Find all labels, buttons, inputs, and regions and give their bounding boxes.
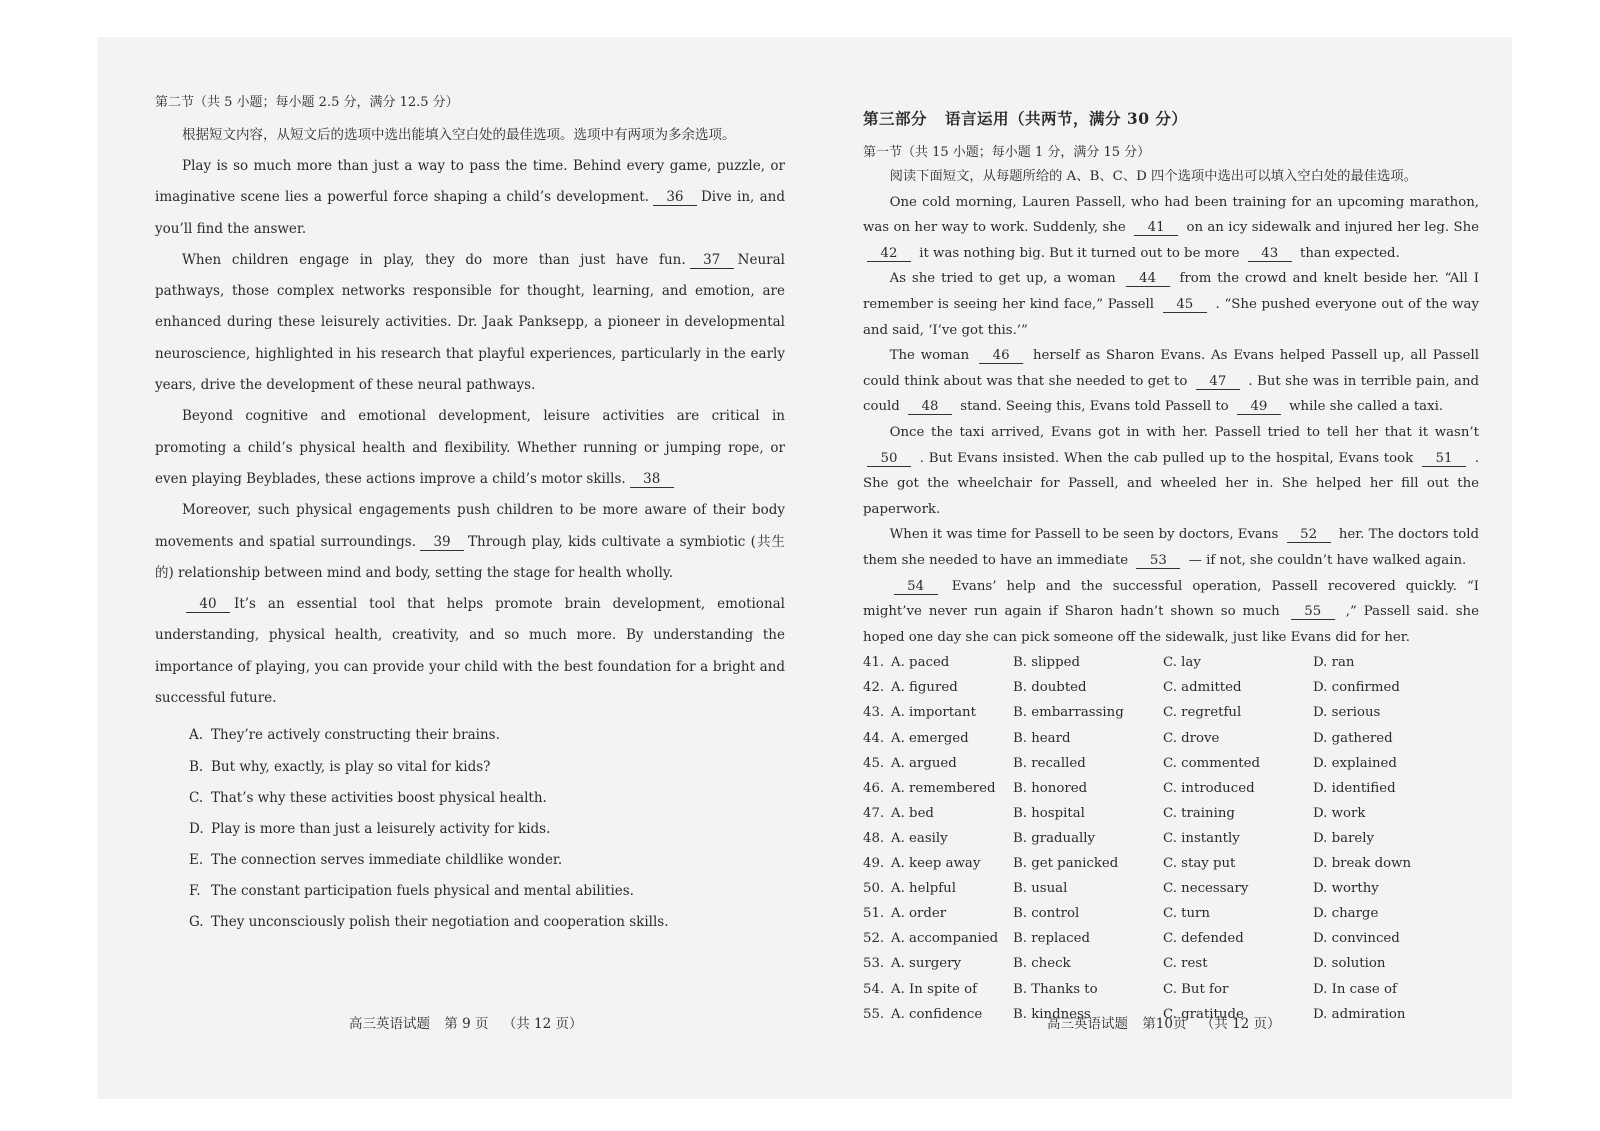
choice-b: B. doubted xyxy=(1013,680,1087,696)
question-number: 44. xyxy=(863,730,885,746)
blank-42: 42 xyxy=(867,246,911,262)
option-letter: A. xyxy=(189,727,204,744)
option-letter: E. xyxy=(189,852,204,869)
passage xyxy=(863,190,1479,651)
choice-b: B. heard xyxy=(1013,730,1071,746)
cloze-section xyxy=(863,107,1479,1027)
choice-b: B. gradually xyxy=(1013,830,1096,846)
blank-53: 53 xyxy=(1136,553,1180,569)
paragraph xyxy=(155,151,785,245)
paragraph xyxy=(155,245,785,401)
question-row xyxy=(863,851,1479,876)
blank-40: 40 xyxy=(186,597,230,613)
choice-b: B. recalled xyxy=(1013,755,1086,771)
question-number: 51. xyxy=(863,906,885,922)
blank-48: 48 xyxy=(908,399,952,415)
blank-43: 43 xyxy=(1248,246,1292,262)
option-item xyxy=(189,814,785,845)
reading-section xyxy=(155,91,785,939)
choice-c: C. training xyxy=(1163,805,1235,821)
choice-d: D. admiration xyxy=(1313,1006,1406,1022)
choice-b: B. replaced xyxy=(1013,931,1090,947)
choice-c: C. drove xyxy=(1163,730,1220,746)
choice-c: C. regretful xyxy=(1163,705,1242,721)
choice-a: A. argued xyxy=(891,755,957,771)
section-title: 第二节（共 5 小题；每小题 2.5 分，满分 12.5 分） xyxy=(155,95,459,110)
question-row xyxy=(863,751,1479,776)
choice-d: D. work xyxy=(1313,805,1366,821)
choice-c: C. introduced xyxy=(1163,780,1255,796)
paragraph-text: Neural pathways, those complex networks responsible for thought, learning, and emotion, are enhanced during these leisurely activities. Dr. Jaak Panksepp, a pioneer in developmental neuroscience, highlighted in his research that playful experiences, particularly in the early years, drive the development of these neural pathways. xyxy=(155,251,785,394)
question-number: 42. xyxy=(863,680,885,696)
paragraph-text: Through play, kids cultivate a symbiotic (共生的) relationship between mind and body, setting the stage for health wholly. xyxy=(155,533,785,581)
paragraph-text: stand. Seeing this, Evans told Passell to xyxy=(960,399,1229,415)
paragraph-text: . But Evans insisted. When the cab pulled up to the hospital, Evans took xyxy=(919,450,1414,466)
choice-c: C. rest xyxy=(1163,956,1208,972)
choice-a: A. In spite of xyxy=(891,981,978,997)
blank-47: 47 xyxy=(1196,374,1240,390)
question-number: 53. xyxy=(863,956,885,972)
part-title-name: 语言运用（共两节，满分 30 分） xyxy=(945,109,1188,128)
choice-b: B. embarrassing xyxy=(1013,705,1124,721)
option-item xyxy=(189,876,785,907)
paragraph xyxy=(155,401,785,495)
choice-a: A. bed xyxy=(891,805,934,821)
choice-b: B. slipped xyxy=(1013,655,1080,671)
paragraph-text: . “She pushed everyone out of the way and said, ‘I’ve got this.’” xyxy=(863,296,1479,338)
choice-c: C. commented xyxy=(1163,755,1260,771)
choice-d: D. break down xyxy=(1313,856,1412,872)
paragraph xyxy=(863,190,1479,267)
paragraph-text: — if not, she couldn’t have walked again. xyxy=(1188,552,1467,568)
choice-d: D. convinced xyxy=(1313,931,1400,947)
section-instruction: 阅读下面短文，从每题所给的 A、B、C、D 四个选项中选出可以填入空白处的最佳选项。 xyxy=(889,169,1417,184)
choice-d: D. In case of xyxy=(1313,981,1397,997)
question-number: 54. xyxy=(863,981,885,997)
paragraph-text: The woman xyxy=(889,348,970,364)
question-number: 48. xyxy=(863,830,885,846)
question-row xyxy=(863,726,1479,751)
choice-a: A. figured xyxy=(891,680,958,696)
paragraph-text: on an icy sidewalk and injured her leg. She xyxy=(1186,220,1480,236)
paragraph xyxy=(863,574,1479,651)
paragraph xyxy=(863,343,1479,420)
option-letter: B. xyxy=(189,758,204,775)
option-item xyxy=(189,783,785,814)
footer-total: （共 12 页） xyxy=(1200,1016,1281,1032)
choice-a: A. helpful xyxy=(891,881,956,897)
choice-c: C. defended xyxy=(1163,931,1244,947)
option-text: The connection serves immediate childlike wonder. xyxy=(211,852,563,869)
question-choices xyxy=(863,650,1479,1026)
choice-a: A. order xyxy=(891,906,947,922)
choice-a: A. emerged xyxy=(891,730,969,746)
question-number: 52. xyxy=(863,931,885,947)
page-footer xyxy=(1047,1012,1291,1032)
choice-d: D. worthy xyxy=(1313,881,1379,897)
footer-page: 第10页 xyxy=(1142,1016,1187,1032)
choice-d: D. identified xyxy=(1313,780,1396,796)
paragraph xyxy=(155,495,785,589)
choice-a: A. paced xyxy=(891,655,950,671)
choice-b: B. get panicked xyxy=(1013,856,1119,872)
paragraph-text: As she tried to get up, a woman xyxy=(889,271,1116,287)
page-footer xyxy=(349,1012,593,1032)
question-number: 49. xyxy=(863,856,885,872)
choice-c: C. lay xyxy=(1163,655,1201,671)
footer-title: 高三英语试题 xyxy=(349,1016,430,1032)
paragraph-text: herself as Sharon Evans. As Evans helped Passell up, all Passell could think about was that she needed to get to xyxy=(863,348,1479,389)
paragraph-text: her. The doctors told them she needed to have an immediate xyxy=(863,527,1479,568)
question-row xyxy=(863,826,1479,851)
page-10 xyxy=(803,37,1512,1099)
option-text: But why, exactly, is play so vital for kids? xyxy=(211,758,491,775)
option-letter: D. xyxy=(189,820,204,837)
question-row xyxy=(863,776,1479,801)
footer-page: 第 9 页 xyxy=(444,1016,489,1032)
choice-b: B. Thanks to xyxy=(1013,981,1098,997)
blank-39: 39 xyxy=(420,535,464,551)
paragraph xyxy=(863,266,1479,343)
question-row xyxy=(863,951,1479,976)
choice-d: D. confirmed xyxy=(1313,680,1400,696)
choice-a: A. remembered xyxy=(891,780,996,796)
option-text: The constant participation fuels physical and mental abilities. xyxy=(211,883,634,900)
choice-a: A. surgery xyxy=(891,956,962,972)
choice-b: B. honored xyxy=(1013,780,1088,796)
paragraph-text: from the crowd and knelt beside her. “All I remember is seeing her kind face,” Passell xyxy=(863,271,1479,312)
choice-a: A. confidence xyxy=(891,1006,983,1022)
option-letter: G. xyxy=(189,914,204,931)
question-number: 50. xyxy=(863,881,885,897)
paragraph-text: When children engage in play, they do more than just have fun. xyxy=(182,251,686,268)
paragraph xyxy=(863,420,1479,522)
blank-51: 51 xyxy=(1422,451,1466,467)
options-list xyxy=(189,720,785,938)
option-text: They’re actively constructing their brains. xyxy=(211,727,500,744)
paragraph xyxy=(155,589,785,714)
question-row xyxy=(863,700,1479,725)
paragraph-text: Once the taxi arrived, Evans got in with her. Passell tried to tell her that it wasn’t xyxy=(889,424,1479,440)
blank-45: 45 xyxy=(1163,297,1207,313)
choice-c: C. turn xyxy=(1163,906,1210,922)
blank-41: 41 xyxy=(1134,220,1178,236)
paragraph-text: while she called a taxi. xyxy=(1289,399,1444,415)
choice-d: D. ran xyxy=(1313,655,1355,671)
question-row xyxy=(863,926,1479,951)
option-text: They unconsciously polish their negotiation and cooperation skills. xyxy=(211,914,669,931)
question-number: 55. xyxy=(863,1006,885,1022)
choice-c: C. necessary xyxy=(1163,881,1249,897)
question-number: 41. xyxy=(863,655,885,671)
paragraph-text: It’s an essential tool that helps promote brain development, emotional understanding, physical health, creativity, and so much more. By understanding the importance of playing, you can provide your child with the best foundation for a bright and successful future. xyxy=(155,596,785,707)
exam-sheet xyxy=(97,37,1512,1099)
question-row xyxy=(863,901,1479,926)
paragraph-text: ,” Passell said. she hoped one day she can pick someone off the sidewalk, just like Evans did for her. xyxy=(863,604,1479,645)
option-item xyxy=(189,845,785,876)
question-row xyxy=(863,977,1479,1002)
paragraph-text: Play is so much more than just a way to pass the time. Behind every game, puzzle, or imaginative scene lies a powerful force shaping a child’s development. xyxy=(155,158,785,206)
choice-a: A. easily xyxy=(891,830,948,846)
section-title: 第一节（共 15 小题；每小题 1 分，满分 15 分） xyxy=(863,145,1151,160)
choice-b: B. hospital xyxy=(1013,805,1085,821)
paragraph-text: . But she was in terrible pain, and could xyxy=(863,373,1480,415)
option-item xyxy=(189,907,785,938)
paragraph-text: One cold morning, Lauren Passell, who had been training for an upcoming marathon, was on her way to work. Suddenly, she xyxy=(863,194,1479,236)
choice-d: D. explained xyxy=(1313,755,1397,771)
question-row xyxy=(863,675,1479,700)
passage xyxy=(155,151,785,714)
paragraph-text: than expected. xyxy=(1299,245,1400,261)
choice-d: D. barely xyxy=(1313,830,1375,846)
part-title-number: 第三部分 xyxy=(863,109,928,128)
choice-b: B. kindness xyxy=(1013,1006,1091,1022)
choice-c: C. instantly xyxy=(1163,830,1240,846)
option-text: That’s why these activities boost physical health. xyxy=(211,789,547,806)
choice-c: C. stay put xyxy=(1163,856,1236,872)
choice-b: B. usual xyxy=(1013,881,1068,897)
paragraph-text: Beyond cognitive and emotional development, leisure activities are critical in promoting a child’s physical health and flexibility. Whether running or jumping rope, or even playing Beyblades, these actions improve a child’s motor skills. xyxy=(155,408,785,487)
choice-d: D. serious xyxy=(1313,705,1381,721)
paragraph-text: . She got the wheelchair for Passell, and wheeled her in. She helped her fill out the paperwork. xyxy=(863,450,1480,517)
part-title xyxy=(863,107,1479,129)
choice-a: A. accompanied xyxy=(891,931,999,947)
paragraph-text: Moreover, such physical engagements push children to be more aware of their body movements and spatial surroundings. xyxy=(155,502,785,550)
blank-54: 54 xyxy=(894,579,938,595)
blank-50: 50 xyxy=(867,451,911,467)
blank-55: 55 xyxy=(1291,604,1335,620)
option-item xyxy=(189,752,785,783)
footer-total: （共 12 页） xyxy=(502,1016,583,1032)
paragraph xyxy=(863,522,1479,573)
question-row xyxy=(863,650,1479,675)
choice-c: C. gratitude xyxy=(1163,1006,1244,1022)
question-number: 46. xyxy=(863,780,885,796)
option-letter: C. xyxy=(189,789,204,806)
choice-c: C. admitted xyxy=(1163,680,1242,696)
section-instruction: 根据短文内容，从短文后的选项中选出能填入空白处的最佳选项。选项中有两项为多余选项。 xyxy=(182,127,736,143)
question-number: 47. xyxy=(863,805,885,821)
question-row xyxy=(863,801,1479,826)
paragraph-text: it was nothing big. But it turned out to be more xyxy=(919,245,1240,261)
page-9 xyxy=(97,37,803,1099)
choice-d: D. charge xyxy=(1313,906,1379,922)
question-number: 43. xyxy=(863,705,885,721)
option-text: Play is more than just a leisurely activity for kids. xyxy=(211,820,551,837)
choice-d: D. solution xyxy=(1313,956,1386,972)
blank-52: 52 xyxy=(1287,527,1331,543)
paragraph-text: Evans’ help and the successful operation, Passell recovered quickly. “I might’ve never run again if Sharon hadn’t shown so much xyxy=(863,578,1479,620)
blank-49: 49 xyxy=(1237,399,1281,415)
paragraph-text: When it was time for Passell to be seen by doctors, Evans xyxy=(889,527,1279,543)
option-item xyxy=(189,720,785,751)
option-letter: F. xyxy=(189,883,201,900)
question-row xyxy=(863,876,1479,901)
blank-36: 36 xyxy=(653,190,697,206)
choice-d: D. gathered xyxy=(1313,730,1393,746)
footer-title: 高三英语试题 xyxy=(1047,1016,1128,1032)
blank-38: 38 xyxy=(630,472,674,488)
blank-44: 44 xyxy=(1126,271,1170,287)
choice-c: C. But for xyxy=(1163,981,1229,997)
choice-b: B. control xyxy=(1013,906,1080,922)
blank-46: 46 xyxy=(979,348,1023,364)
choice-a: A. important xyxy=(891,705,976,721)
choice-b: B. check xyxy=(1013,956,1071,972)
question-number: 45. xyxy=(863,755,885,771)
paragraph-text: Dive in, and you’ll find the answer. xyxy=(155,189,785,237)
choice-a: A. keep away xyxy=(891,856,981,872)
blank-37: 37 xyxy=(690,253,734,269)
